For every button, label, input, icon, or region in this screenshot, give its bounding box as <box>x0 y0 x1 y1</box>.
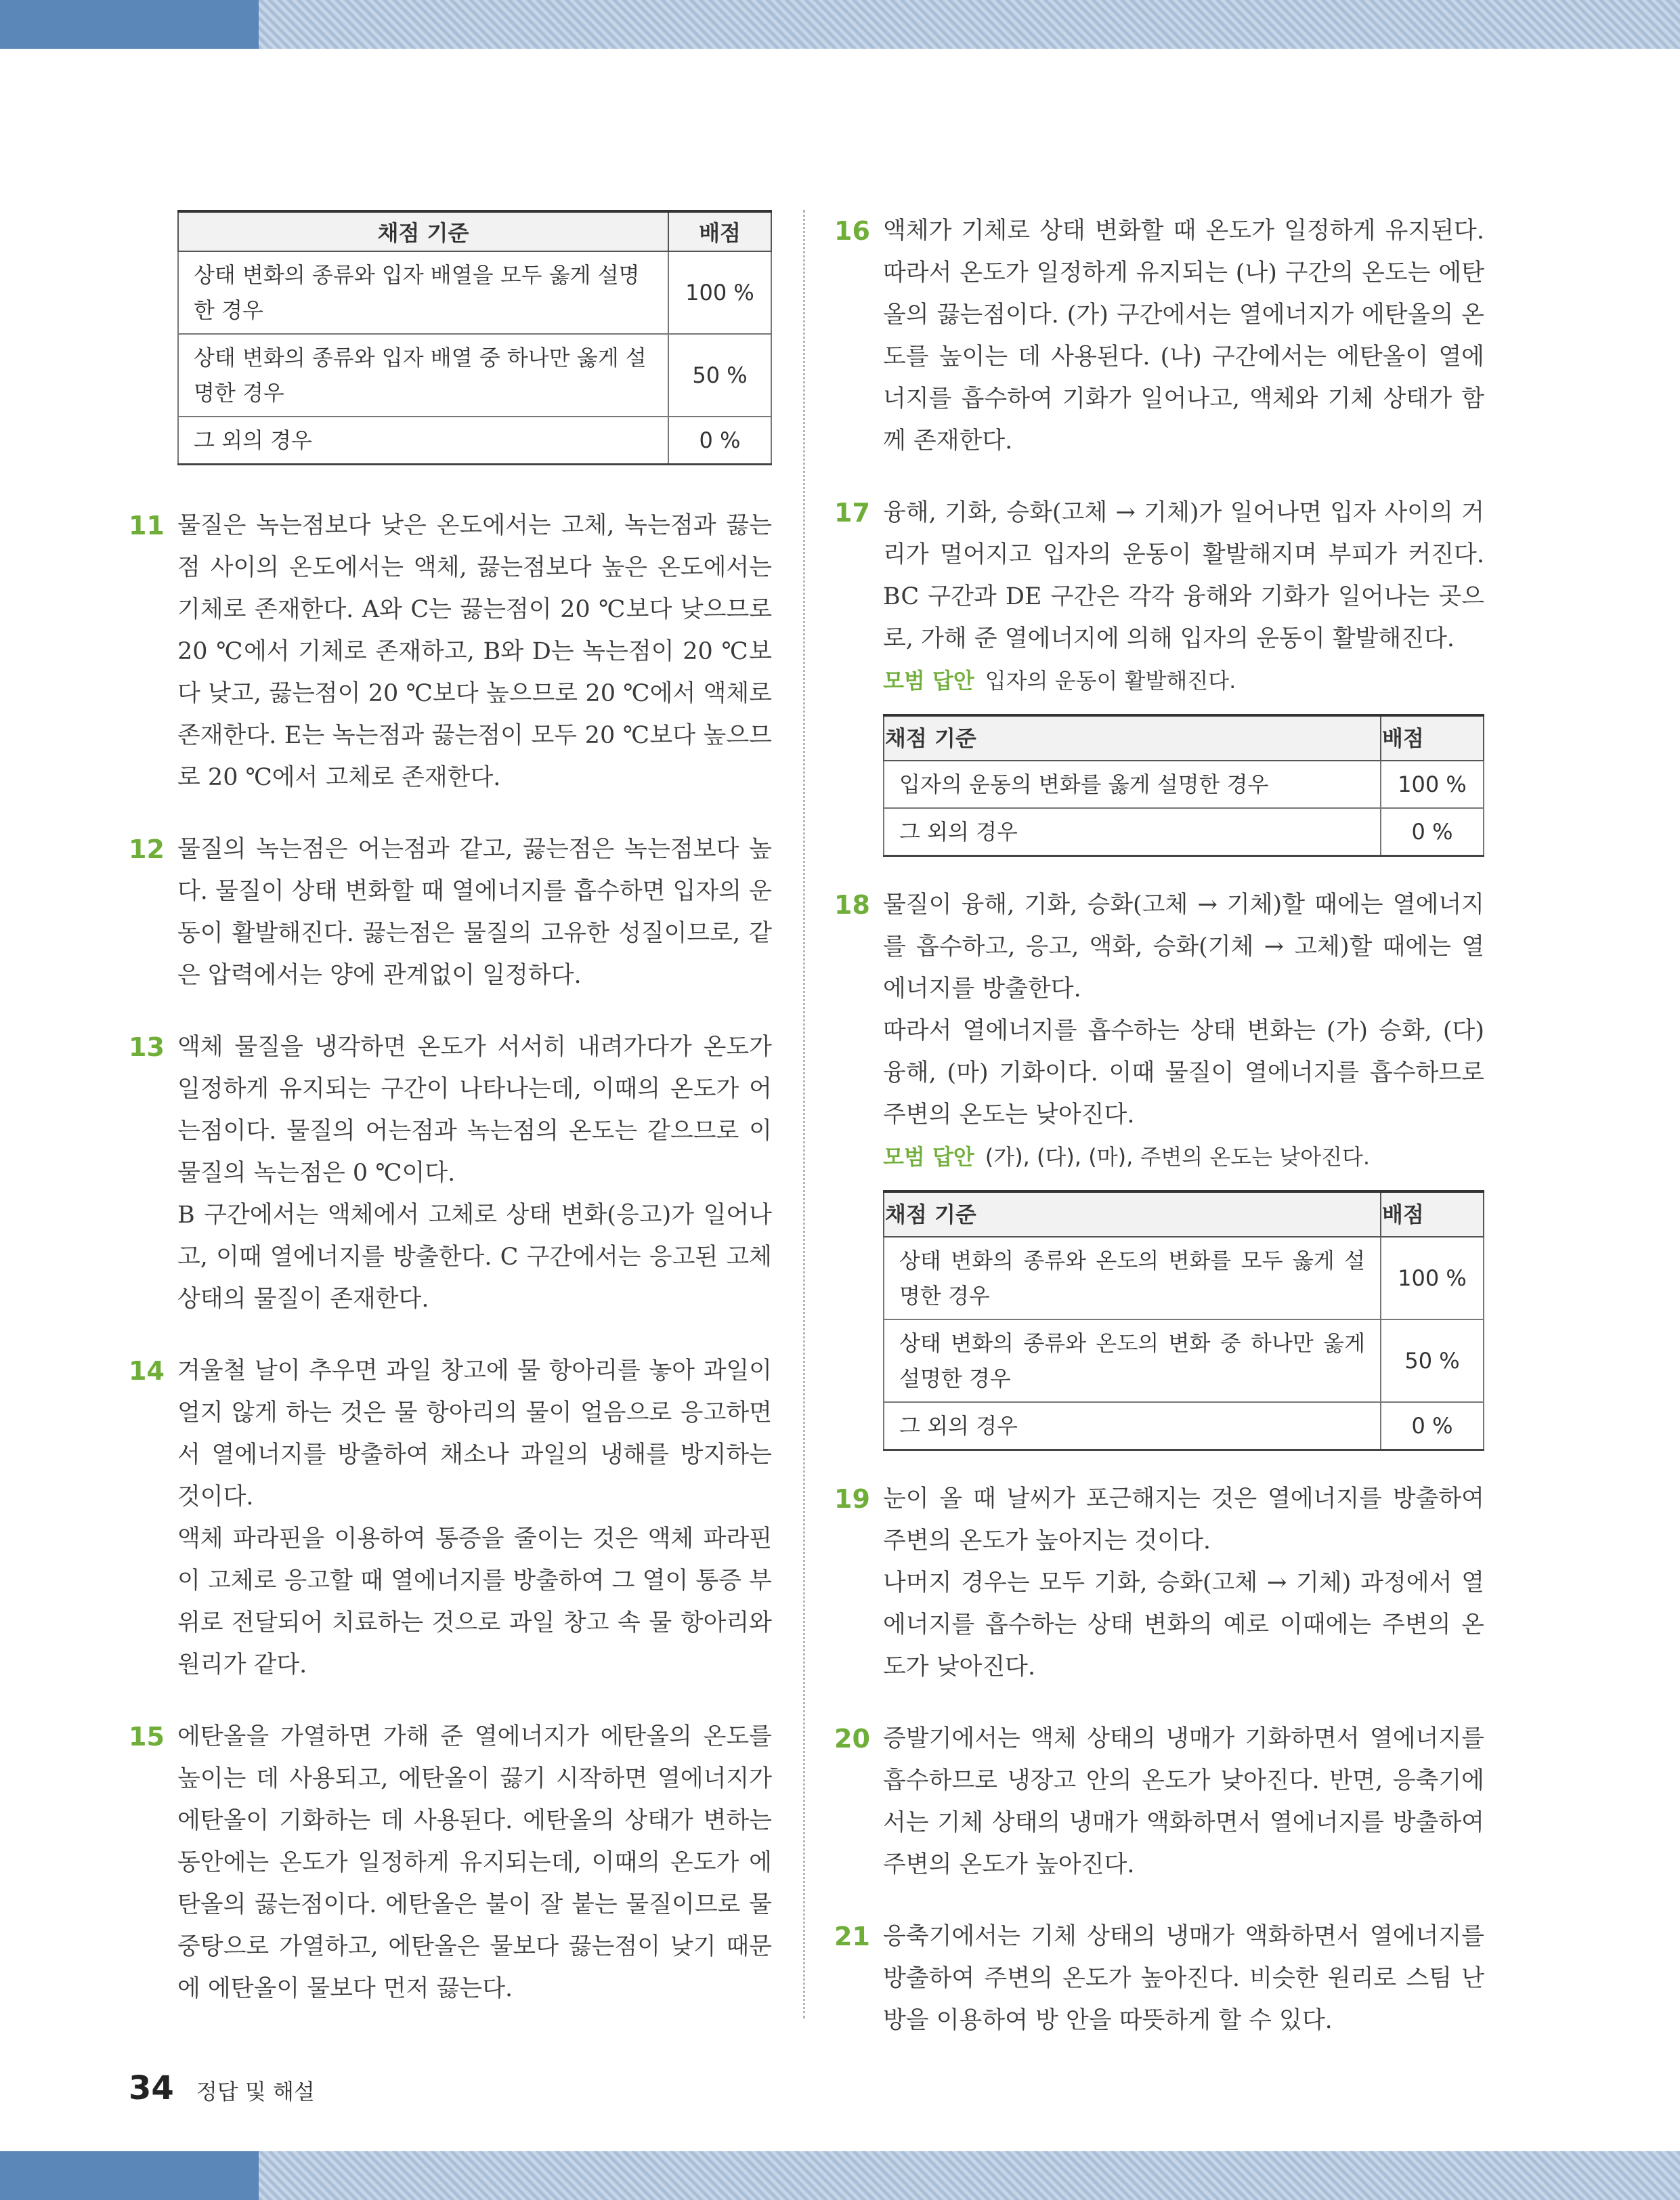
table-row <box>178 417 771 465</box>
item-number: 18 <box>834 890 870 920</box>
table-row <box>884 1402 1484 1450</box>
item-number: 14 <box>129 1356 165 1386</box>
item-text: 물질은 녹는점보다 낮은 온도에서는 고체, 녹는점과 끓는점 사이의 온도에서는 액체, 끓는점보다 높은 온도에서는 기체로 존재한다. A와 C는 끓는점이 20 ℃보다 낮으므로 20 ℃에서 기체로 존재하고, B와 D는 녹는점이 20 ℃보다 낮고, 끓는점이 20 ℃보다 높으므로 20 ℃에서 액체로 존재한다. E는 녹는점과 끓는점이 모두 20 ℃보다 높으므로 20 ℃에서 고체로 존재한다. <box>177 512 772 791</box>
item-text: 눈이 올 때 날씨가 포근해지는 것은 열에너지를 방출하여 주변의 온도가 높아지는 것이다. <box>883 1485 1484 1554</box>
item-number: 19 <box>834 1484 870 1514</box>
column-divider <box>803 210 805 2018</box>
col-criteria-header: 채점 기준 <box>884 715 1381 761</box>
item-text: B 구간에서는 액체에서 고체로 상태 변화(응고)가 일어나고, 이때 열에너지를 방출한다. C 구간에서는 응고된 고체 상태의 물질이 존재한다. <box>177 1202 772 1313</box>
right-column <box>834 210 1484 2042</box>
col-criteria-header: 채점 기준 <box>884 1191 1381 1237</box>
item-text: 응축기에서는 기체 상태의 냉매가 액화하면서 열에너지를 방출하여 주변의 온도가 높아진다. 비슷한 원리로 스팀 난방을 이용하여 방 안을 따뜻하게 할 수 있다. <box>883 1923 1484 2034</box>
criteria-cell: 상태 변화의 종류와 입자 배열을 모두 옳게 설명한 경우 <box>178 251 668 334</box>
answer-item-18 <box>834 884 1484 1451</box>
item-text: 물질이 융해, 기화, 승화(고체 → 기체)할 때에는 열에너지를 흡수하고, 응고, 액화, 승화(기체 → 고체)할 때에는 열에너지를 방출한다. <box>883 891 1484 1002</box>
answer-item-11 <box>129 505 772 799</box>
table-header-row <box>884 715 1484 761</box>
table-row <box>884 1319 1484 1402</box>
model-answer-text: 입자의 운동이 활발해진다. <box>985 668 1236 694</box>
answer-item-17 <box>834 492 1484 857</box>
answer-item-12 <box>129 828 772 996</box>
score-cell: 100 % <box>1381 1237 1484 1319</box>
item-number: 15 <box>129 1722 165 1752</box>
page-title: 정답 및 해설 <box>196 2079 315 2104</box>
item-number: 16 <box>834 216 870 246</box>
page-footer <box>129 2069 315 2107</box>
footer-band <box>0 2151 1680 2200</box>
score-cell: 0 % <box>1381 1402 1484 1450</box>
item-text: 융해, 기화, 승화(고체 → 기체)가 일어나면 입자 사이의 거리가 멀어지고 입자의 운동이 활발해지며 부피가 커진다. BC 구간과 DE 구간은 각각 융해와 기화가 일어나는 곳으로, 가해 준 열에너지에 의해 입자의 운동이 활발해진다. <box>883 499 1484 652</box>
item-text: 액체 파라핀을 이용하여 통증을 줄이는 것은 액체 파라핀이 고체로 응고할 때 열에너지를 방출하여 그 열이 통증 부위로 전달되어 치료하는 것으로 과일 창고 속 물 항아리와 원리가 같다. <box>177 1525 772 1678</box>
table-header-row <box>178 211 771 251</box>
col-score-header: 배점 <box>668 211 771 251</box>
scoring-table-10 <box>177 210 772 465</box>
footer-band-block <box>0 2151 259 2200</box>
score-cell: 0 % <box>668 417 771 465</box>
table-row <box>884 761 1484 808</box>
item-number: 21 <box>834 1922 870 1951</box>
answer-item-14 <box>129 1350 772 1686</box>
item-text: 따라서 열에너지를 흡수하는 상태 변화는 (가) 승화, (다) 융해, (마) 기화이다. 이때 물질이 열에너지를 흡수하므로 주변의 온도는 낮아진다. <box>883 1017 1484 1128</box>
item-number: 13 <box>129 1032 165 1062</box>
answer-item-19 <box>834 1478 1484 1688</box>
score-cell: 100 % <box>1381 761 1484 808</box>
answer-item-15 <box>129 1716 772 2010</box>
answer-item-21 <box>834 1916 1484 2042</box>
criteria-cell: 상태 변화의 종류와 온도의 변화를 모두 옳게 설명한 경우 <box>884 1237 1381 1319</box>
item-number: 17 <box>834 498 870 528</box>
item-text: 겨울철 날이 추우면 과일 창고에 물 항아리를 놓아 과일이 얼지 않게 하는 것은 물 항아리의 물이 얼음으로 응고하면서 열에너지를 방출하여 채소나 과일의 냉해를 방지하는 것이다. <box>177 1357 772 1510</box>
table-row <box>178 251 771 334</box>
item-number: 11 <box>129 511 165 541</box>
criteria-cell: 그 외의 경우 <box>884 808 1381 856</box>
model-answer-label: 모범 답안 <box>883 1144 974 1170</box>
model-answer <box>883 1136 1484 1178</box>
left-column <box>129 210 772 2010</box>
criteria-cell: 그 외의 경우 <box>884 1402 1381 1450</box>
score-cell: 0 % <box>1381 808 1484 856</box>
answer-item-16 <box>834 210 1484 462</box>
model-answer <box>883 660 1484 702</box>
answer-item-13 <box>129 1026 772 1320</box>
criteria-cell: 그 외의 경우 <box>178 417 668 465</box>
model-answer-label: 모범 답안 <box>883 668 974 694</box>
header-band-block <box>0 0 259 49</box>
item-text: 증발기에서는 액체 상태의 냉매가 기화하면서 열에너지를 흡수하므로 냉장고 안의 온도가 낮아진다. 반면, 응축기에서는 기체 상태의 냉매가 액화하면서 열에너지를 방출하여 주변의 온도가 높아진다. <box>883 1725 1484 1878</box>
table-row <box>884 1237 1484 1319</box>
table-row <box>884 808 1484 856</box>
scoring-table-17 <box>883 714 1484 857</box>
col-score-header: 배점 <box>1381 715 1484 761</box>
item-text: 나머지 경우는 모두 기화, 승화(고체 → 기체) 과정에서 열에너지를 흡수하는 상태 변화의 예로 이때에는 주변의 온도가 낮아진다. <box>883 1569 1484 1680</box>
score-cell: 50 % <box>668 334 771 417</box>
model-answer-text: (가), (다), (마), 주변의 온도는 낮아진다. <box>985 1144 1371 1170</box>
score-cell: 100 % <box>668 251 771 334</box>
col-score-header: 배점 <box>1381 1191 1484 1237</box>
item-text: 물질의 녹는점은 어는점과 같고, 끓는점은 녹는점보다 높다. 물질이 상태 변화할 때 열에너지를 흡수하면 입자의 운동이 활발해진다. 끓는점은 물질의 고유한 성질이므로, 같은 압력에서는 양에 관계없이 일정하다. <box>177 836 772 989</box>
header-band <box>0 0 1680 49</box>
score-cell: 50 % <box>1381 1319 1484 1402</box>
answer-item-20 <box>834 1718 1484 1886</box>
criteria-cell: 입자의 운동의 변화를 옳게 설명한 경우 <box>884 761 1381 808</box>
item-text: 에탄올을 가열하면 가해 준 열에너지가 에탄올의 온도를 높이는 데 사용되고, 에탄올이 끓기 시작하면 열에너지가 에탄올이 기화하는 데 사용된다. 에탄올의 상태가 변하는 동안에는 온도가 일정하게 유지되는데, 이때의 온도가 에탄올의 끓는점이다. 에탄올은 불이 잘 붙는 물질이므로 물중탕으로 가열하고, 에탄올은 물보다 끓는점이 낮기 때문에 에탄올이 물보다 먼저 끓는다. <box>177 1723 772 2002</box>
item-text: 액체가 기체로 상태 변화할 때 온도가 일정하게 유지된다. 따라서 온도가 일정하게 유지되는 (나) 구간의 온도는 에탄올의 끓는점이다. (가) 구간에서는 열에너지가 에탄올의 온도를 높이는 데 사용된다. (나) 구간에서는 에탄올이 열에너지를 흡수하여 기화가 일어나고, 액체와 기체 상태가 함께 존재한다. <box>883 217 1484 454</box>
criteria-cell: 상태 변화의 종류와 입자 배열 중 하나만 옳게 설명한 경우 <box>178 334 668 417</box>
table-header-row <box>884 1191 1484 1237</box>
page-number: 34 <box>129 2069 174 2107</box>
item-text: 액체 물질을 냉각하면 온도가 서서히 내려가다가 온도가 일정하게 유지되는 구간이 나타나는데, 이때의 온도가 어는점이다. 물질의 어는점과 녹는점의 온도는 같으므로 이 물질의 녹는점은 0 ℃이다. <box>177 1034 772 1187</box>
table-row <box>178 334 771 417</box>
col-criteria-header: 채점 기준 <box>178 211 668 251</box>
item-number: 20 <box>834 1724 870 1754</box>
scoring-table-18 <box>883 1190 1484 1451</box>
criteria-cell: 상태 변화의 종류와 온도의 변화 중 하나만 옳게 설명한 경우 <box>884 1319 1381 1402</box>
item-number: 12 <box>129 834 165 864</box>
